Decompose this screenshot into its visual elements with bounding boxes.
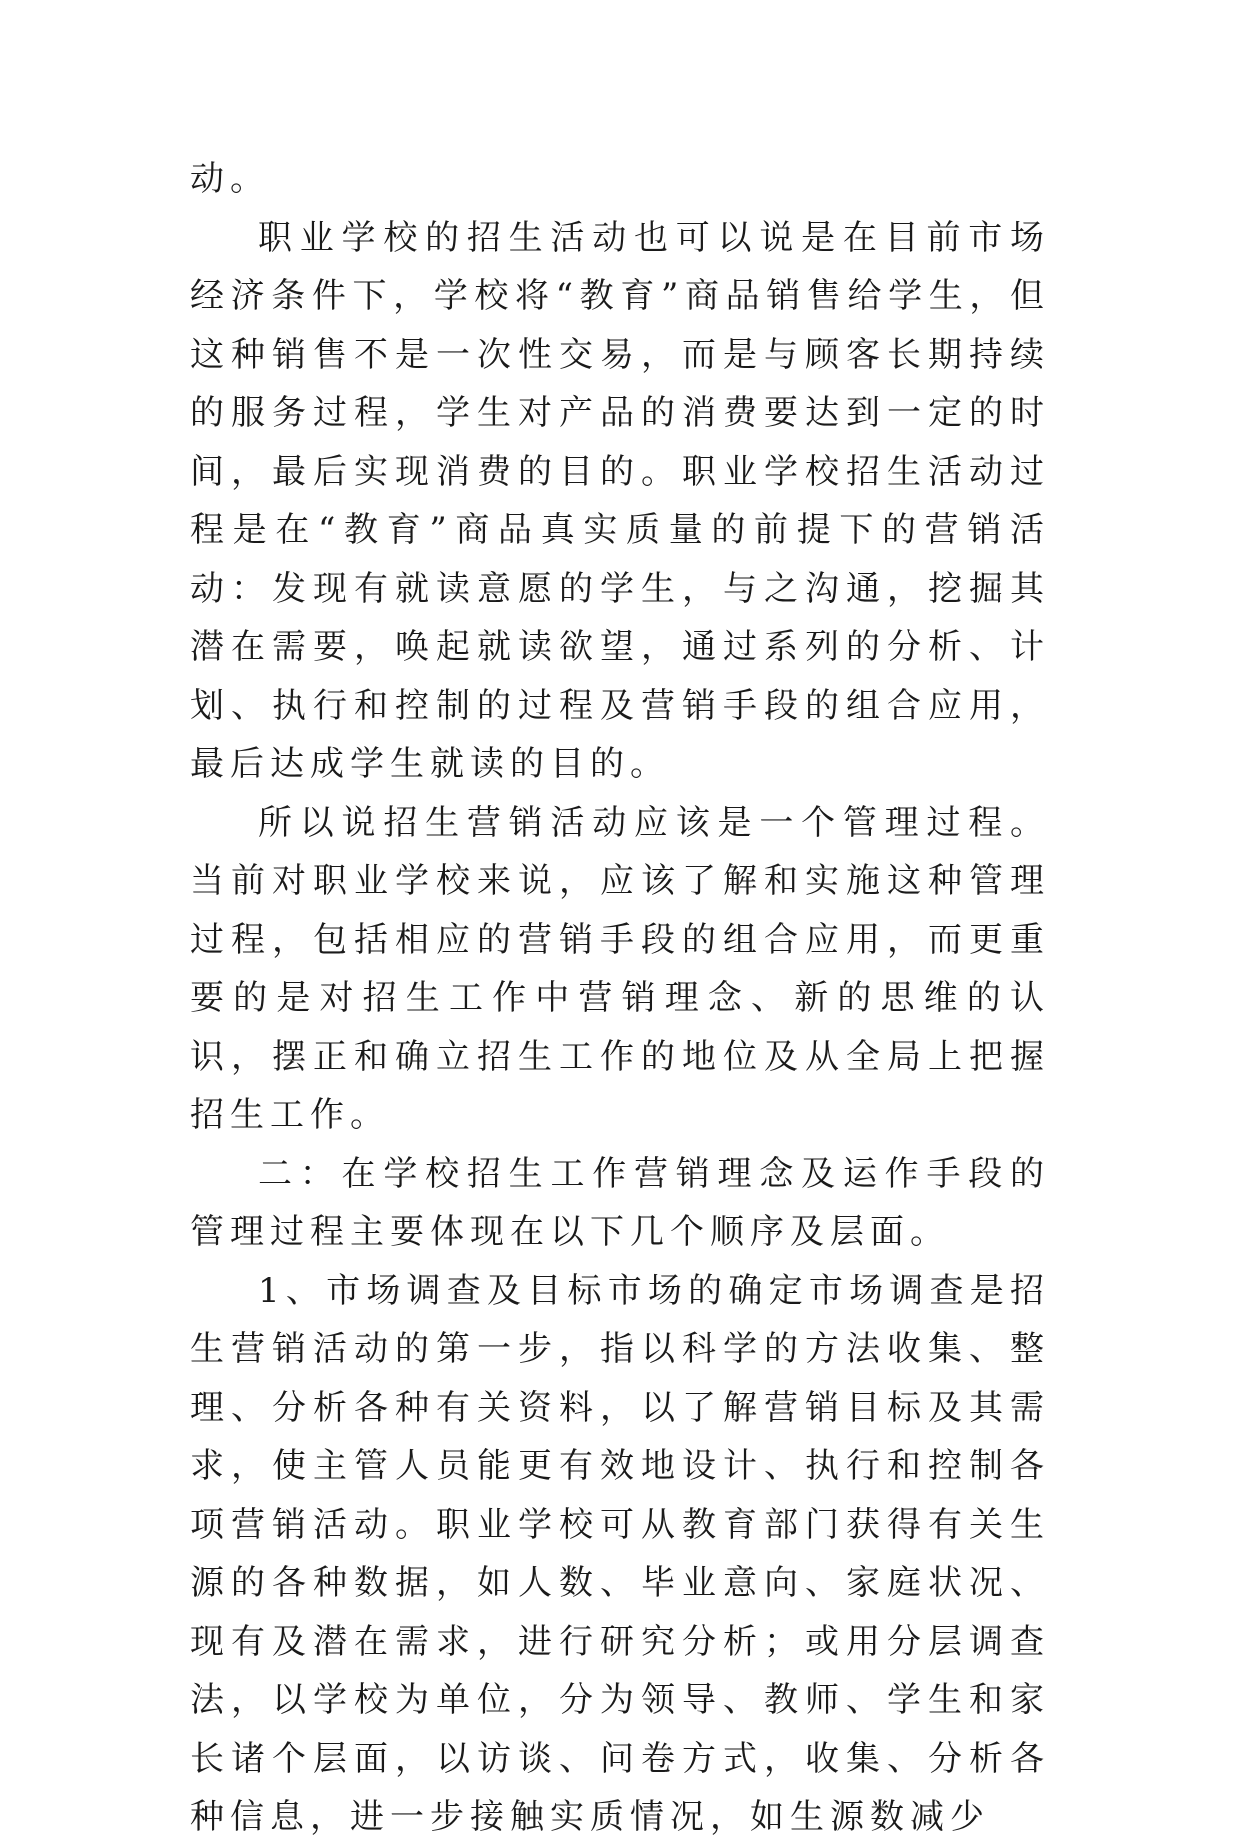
paragraph-section-two: 二：在学校招生工作营销理念及运作手段的管理过程主要体现在以下几个顺序及层面。 bbox=[190, 1153, 1050, 1252]
paragraph-management-process: 所以说招生营销活动应该是一个管理过程。当前对职业学校来说，应该了解和实施这种管理过程，包括相应的营销手段的组合应用，而更重要的是对招生工作中营销理念、新的思维的认识，摆正和确立招生工作的地位及从全局上把握招生工作。 bbox=[190, 802, 1050, 1135]
paragraph-continuation: 动。 bbox=[190, 159, 270, 199]
paragraph-market-research: 1、市场调查及目标市场的确定市场调查是招生营销活动的第一步，指以科学的方法收集、整理、分析各种有关资料，以了解营销目标及其需求，使主管人员能更有效地设计、执行和控制各项营销活动。职业学校可从教育部门获得有关生源的各种数据，如人数、毕业意向、家庭状况、现有及潜在需求，进行研究分析；或用分层调查法，以学校为单位，分为领导、教师、学生和家长诸个层面，以访谈、问卷方式，收集、分析各种信息，进一步接触实质情况，如生源数减少 bbox=[190, 1270, 1050, 1837]
paragraph-enrollment-activity: 职业学校的招生活动也可以说是在目前市场经济条件下，学校将“教育”商品销售给学生，但这种销售不是一次性交易，而是与顾客长期持续的服务过程，学生对产品的消费要达到一定的时间，最后实现消费的目的。职业学校招生活动过程是在“教育”商品真实质量的前提下的营销活动：发现有就读意愿的学生，与之沟通，挖掘其潜在需要，唤起就读欲望，通过系列的分析、计划、执行和控制的过程及营销手段的组合应用，最后达成学生就读的目的。 bbox=[190, 217, 1050, 784]
document-page bbox=[190, 150, 1050, 1847]
